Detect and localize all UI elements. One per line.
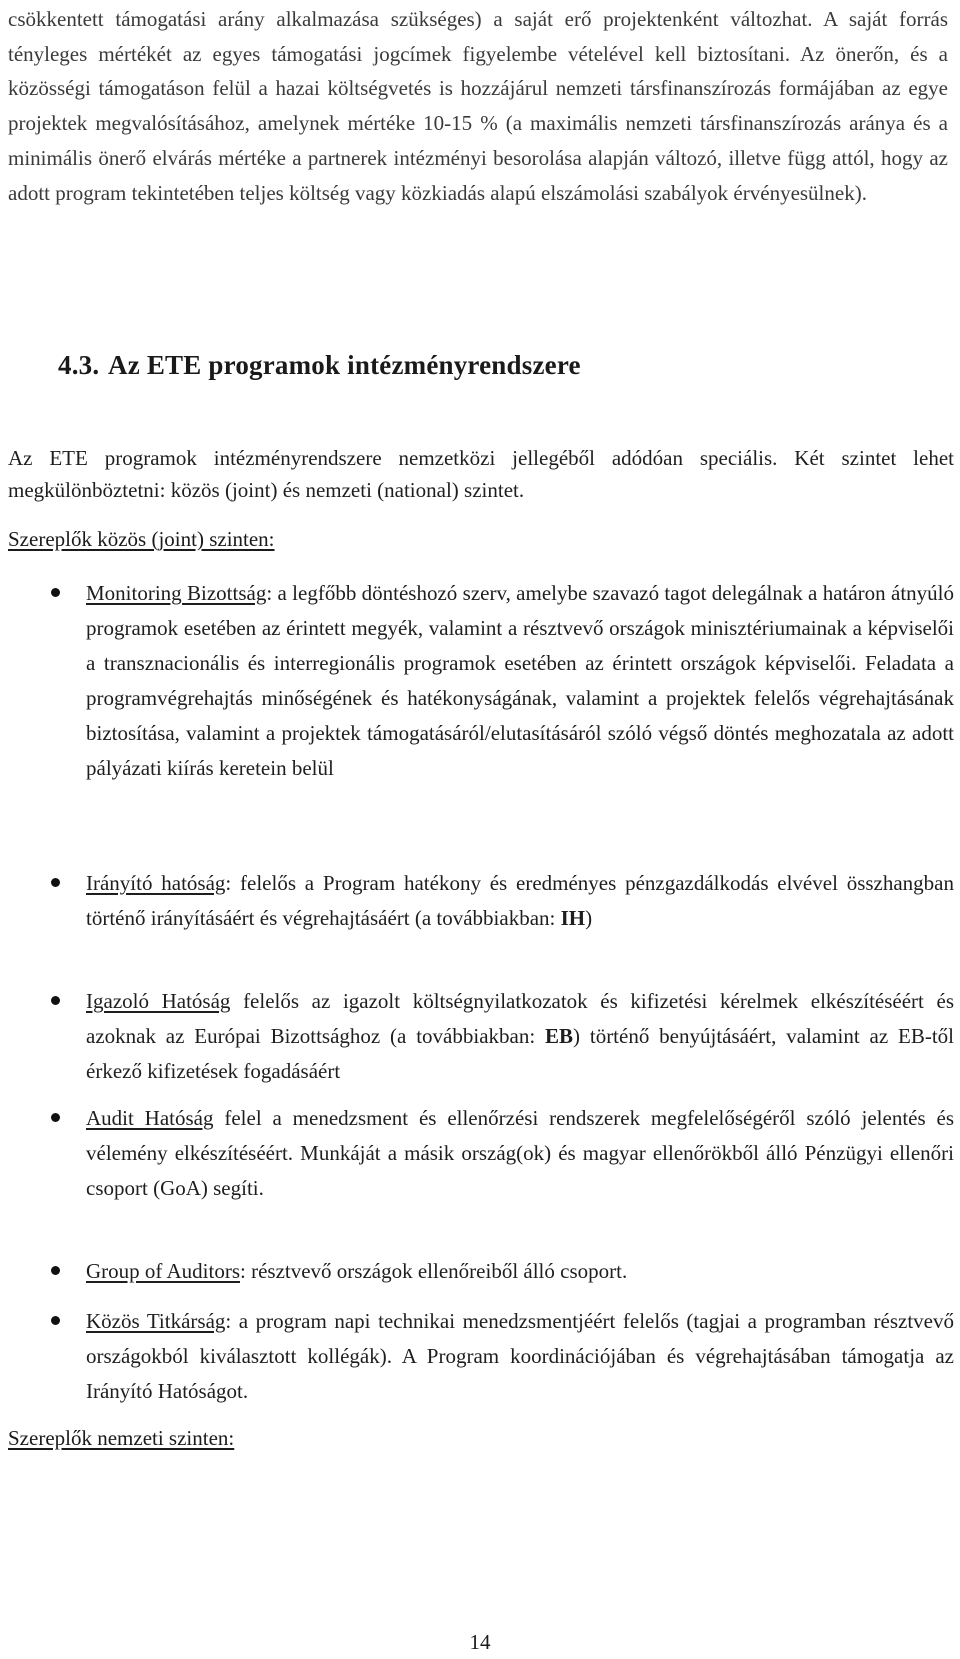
description-group-of-auditors: résztvevő országok ellenőreiből álló csoport. — [251, 1259, 628, 1283]
description-audit-authority: felel a menedzsment és ellenőrzési rendszerek megfelelőségéről szóló jelentés és vélemény elkészítéséért. Munkáját a másik ország(ok) és magyar ellenőrökből álló Pénzügyi ellenőri csoport (GoA) segíti. — [86, 1106, 955, 1200]
abbr-eb: EB — [545, 1024, 574, 1048]
document-page: csökkentett támogatási arány alkalmazása szükséges) a saját erő projektenként változhat. A saját forrás tényleges mértékét az egyes támogatási jogcímek figyelembe vételével kell biztosítani. Az önerőn, és a közösségi támogatáson felül a hazai költségvetés is hozzájárul nemzeti társfinanszírozás formájában az egye projektek megvalósításához, amelynek mértéke 10-15 % (a maximális nemzeti társfinanszírozás aránya és a minimális önerő elvárás mértéke a partnerek intézményi besorolása alapján változó, illetve függ attól, hogy az adott program tekintetében teljes költség vagy közkiadás alapú elszámolási szabályok érvényesülnek). 4.3. Az ETE programok intézményrendszere Az ETE programok intézményrendszere nemzetközi jellegéből adódóan speciális. Két szintet lehet megkülönböztetni: közös (joint) és nemzeti (national) szintet. Szereplők közös (joint) szinten: Monitoring Bizottság: a legfőbb döntéshozó szerv, amelybe szavazó tagot delegálnak a határon átnyúló programok esetében az érintett megyék, valamint a résztvevő országok minisztériumainak a képviselői a transznacionális és interregionális programok esetében az érintett országok képviselői. Feladata a programvégrehajtás minőségének és hatékonyságának, valamint a projektek felelős végrehajtásának biztosítása, valamint a projektek támogatásáról/elutasításáról szóló végső döntés meghozatala az adott pályázati kiírás keretein belül Irányító hatóság: felelős a Program hatékony és eredményes pénzgazdálkodás elvével összhangban történő irányításáért és végrehajtásáért (a továbbiakban: IH) Igazoló Hatóság felelős az igazolt költségnyilatkozatok és kifizetési kérelmek elkészítéséért és azoknak az Európai Bizottsághoz (a továbbiakban: EB) történő benyújtásáért, valamint az EB-től érkező kifizetések fogadásáért Audit Hatóság felel a menedzsment és ellenőrzési rendszerek megfelelőségéről szóló jelentés és vélemény elkészítéséért. Munkáját a másik ország(ok) és magyar ellenőrökből álló Pénzügyi ellenőri csoport (GoA) segíti. Group of Auditors: résztvevő országok ellenőreiből álló csoport. Közös Titkárság: a program napi technikai menedzsmentjéért felelős (tagjai a programban résztvevő országokból kiválasztott kollégák). A Program koordinációjában és végrehajtásában támogatja az Irányító Hatóságot. Szereplők nemzeti szinten: 14 — [0, 0, 960, 1659]
section-title: Az ETE programok intézményrendszere — [108, 350, 581, 380]
term-managing-authority: Irányító hatóság — [86, 871, 226, 895]
national-level-heading: Szereplők nemzeti szinten: — [8, 1426, 235, 1450]
bullet-icon — [51, 1266, 60, 1275]
bullet-icon — [51, 1316, 60, 1325]
description-certifying-authority: felelős az igazolt költségnyilatkozatok és kifizetési kérelmek elkészítéséért és azoknak az Európai Bizottsághoz (a továbbiakban: — [86, 989, 955, 1048]
bullet-icon — [51, 1113, 60, 1122]
bullet-icon — [51, 996, 60, 1005]
section-number: 4.3. — [58, 350, 100, 380]
joint-level-heading: Szereplők közös (joint) szinten: — [8, 527, 275, 551]
abbr-ih: IH — [560, 906, 586, 930]
description-monitoring-committee: a legfőbb döntéshozó szerv, amelybe szavazó tagot delegálnak a határon átnyúló programok esetében az érintett megyék, valamint a résztvevő országok minisztériumainak a képviselői a transznacionális és interregionális programok esetében az érintett országok képviselői. Feladata a programvégrehajtás minőségének és hatékonyságának, valamint a projektek felelős végrehajtásának biztosítása, valamint a projektek támogatásáról/elutasításáról szóló végső döntés meghozatala az adott pályázati kiírás keretein belül — [86, 581, 954, 780]
bullet-icon — [51, 588, 60, 597]
bullet-icon — [51, 878, 60, 887]
description-joint-secretariat: a program napi technikai menedzsmentjéért felelős (tagjai a programban résztvevő országokból kiválasztott kollégák). A Program koordinációjában és végrehajtásában támogatja az Irányító Hatóságot. — [86, 1309, 954, 1403]
description-managing-authority: felelős a Program hatékony és eredményes pénzgazdálkodás elvével összhangban történő irányításáért és végrehajtásáért (a továbbiakban: — [86, 871, 954, 930]
term-joint-secretariat: Közös Titkárság — [86, 1309, 226, 1333]
term-audit-authority: Audit Hatóság — [86, 1106, 214, 1130]
section-heading — [58, 350, 581, 381]
term-monitoring-committee: Monitoring Bizottság — [86, 581, 267, 605]
intro-paragraph: csökkentett támogatási arány alkalmazása szükséges) a saját erő projektenként változhat. A saját forrás tényleges mértékét az egyes támogatási jogcímek figyelembe vételével kell biztosítani. Az önerőn, és a közösségi támogatáson felül a hazai költségvetés is hozzájárul nemzeti társfinanszírozás formájában az egye projektek megvalósításához, amelynek mértéke 10-15 % (a maximális nemzeti társfinanszírozás aránya és a minimális önerő elvárás mértéke a partnerek intézményi besorolása alapján változó, illetve függ attól, hogy az adott program tekintetében teljes költség vagy közkiadás alapú elszámolási szabályok érvényesülnek). — [8, 7, 948, 205]
term-certifying-authority: Igazoló Hatóság — [86, 989, 231, 1013]
institution-paragraph: Az ETE programok intézményrendszere nemzetközi jellegéből adódóan speciális. Két szintet lehet megkülönböztetni: közös (joint) és nemzeti (national) szintet. — [8, 446, 954, 502]
page-number: 14 — [469, 1630, 491, 1654]
term-group-of-auditors: Group of Auditors — [86, 1259, 240, 1283]
